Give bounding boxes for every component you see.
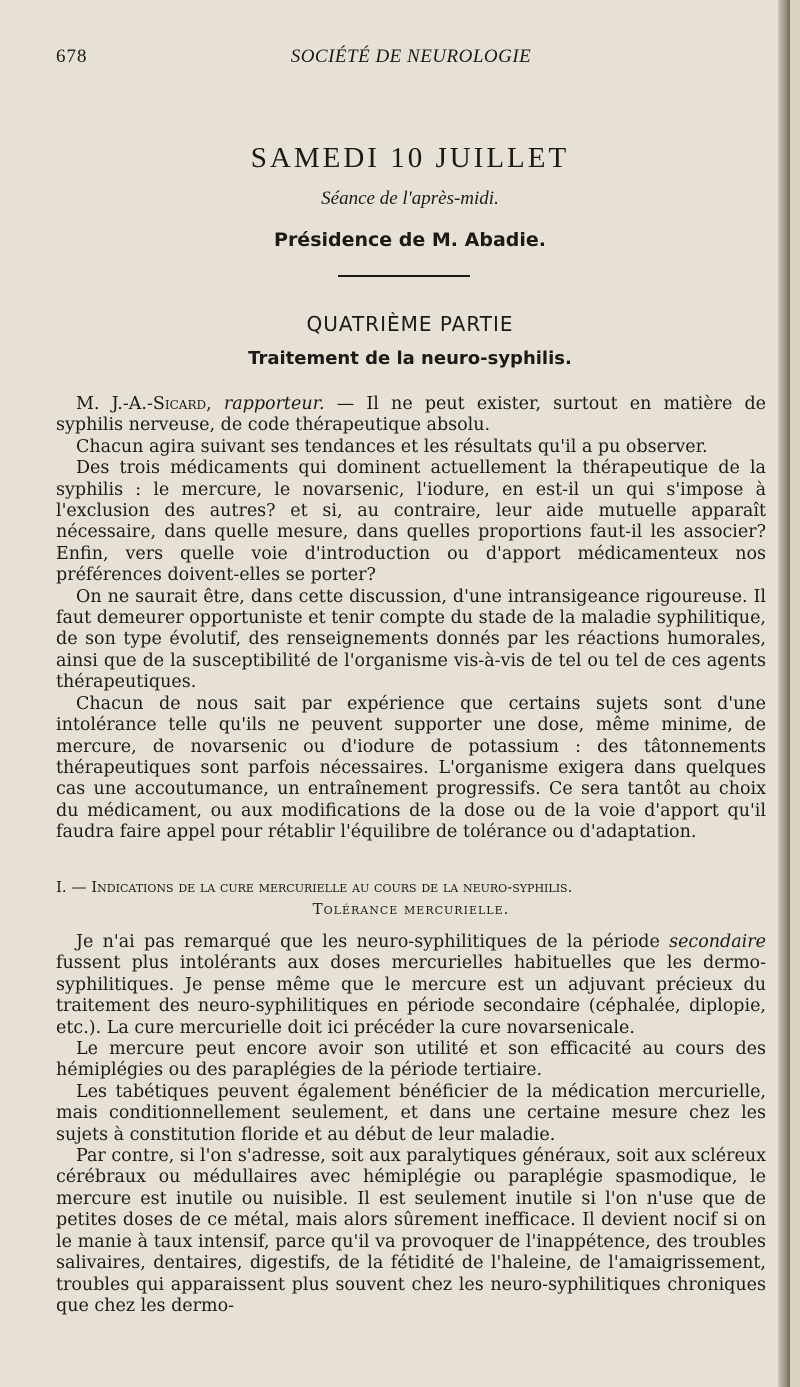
intro-paragraph-text: — Il ne peut exister, surtout en matière de syphilis nerveuse, de code thérapeutique absolu. [56, 394, 766, 436]
paragraph: Le mercure peut encore avoir son utilité et son efficacité au cours des hémiplégies ou des paraplégies de la période tertiaire. [56, 1039, 766, 1081]
page-header [56, 46, 756, 72]
paragraph: Des trois médicaments qui dominent actuellement la thérapeutique de la syphilis : le mercure, le novarsenic, l'iodure, en est-il un qui s'impose à l'exclusion des autres? et si, au contraire, leur aide mutuelle apparaît nécessaire, dans quelle mesure, dans quelles proportions faut-il les associer? Enfin, vers quelle voie d'introduction ou d'apport médicamenteux nos préférences doivent-elles se porter? [56, 458, 766, 586]
session-title: SAMEDI 10 JUILLET [250, 142, 570, 174]
paragraph: On ne saurait être, dans cette discussion, d'une intransigeance rigoureuse. Il faut demeurer opportuniste et tenir compte du stade de la maladie syphilitique, de son type évolutif, des renseignements donnés par les réactions humorales, ainsi que de la susceptibilité de l'organisme vis-à-vis de tel ou tel de ces agents thérapeutiques. [56, 586, 766, 693]
intro-text [56, 394, 766, 844]
part-title: QUATRIÈME PARTIE [306, 312, 514, 336]
separator-rule [338, 275, 470, 277]
intro-paragraph [56, 394, 766, 437]
paragraph [56, 932, 766, 1039]
speaker-name: M. J.-A.-Sicard, [76, 394, 212, 414]
paragraph: Chacun agira suivant ses tendances et les résultats qu'il a pu observer. [76, 436, 708, 457]
emphasis: secondaire [669, 932, 766, 952]
section-heading-subtitle: Tolérance mercurielle. [312, 900, 510, 918]
paragraph: Par contre, si l'on s'adresse, soit aux paralytiques généraux, soit aux scléreux cérébraux ou médullaires avec hémiplégie ou paraplégie spasmodique, le mercure est inutile ou nuisible. Il est seulement inutile si l'on n'use que de petites doses de ce métal, mais alors sûrement inefficace. Il devient nocif si on le manie à taux intensif, parce qu'il va provoquer de l'inappétence, des troubles salivaires, dentaires, digestifs, de la fétidité de l'haleine, de l'amaigrissement, troubles qui apparaissent plus souvent chez les neuro-syphilitiques chroniques que chez les dermo- [56, 1146, 766, 1316]
running-title: SOCIÉTÉ DE NEUROLOGIE [290, 46, 532, 67]
paragraph-text: Je n'ai pas remarqué que les neuro-syphilitiques de la période [76, 932, 670, 952]
section-heading-title: I. — Indications de la cure mercurielle au cours de la neuro-syphilis. [56, 878, 573, 896]
presidency-line: Présidence de M. Abadie. [274, 229, 546, 251]
paragraph-text: fussent plus intolérants aux doses mercurielles habituelles que les dermo-syphilitiques. Je pense même que le mercure est un adjuvant précieux du traitement des neuro-syphilitiques en période secondaire (céphalée, diplopie, etc.). La cure mercurielle doit ici précéder la cure novarsenicale. [56, 953, 766, 1038]
session-subtitle: Séance de l'après-midi. [321, 188, 499, 209]
paragraph: Chacun de nous sait par expérience que certains sujets sont d'une intolérance telle qu'ils ne peuvent supporter une dose, même minime, de mercure, de novarsenic ou d'iodure de potassium : des tâtonnements thérapeutiques sont parfois nécessaires. L'organisme exigera dans quelques cas une accoutumance, un entraînement progressifs. Ce sera tantôt au choix du médicament, ou aux modifications de la dose ou de la voie d'apport qu'il faudra faire appel pour rétablir l'équilibre de tolérance ou d'adaptation. [56, 693, 766, 843]
section-heading [56, 876, 766, 920]
page-number: 678 [56, 46, 88, 67]
page-edge [778, 0, 790, 1387]
part-subtitle: Traitement de la neuro-syphilis. [248, 348, 572, 369]
body-text [56, 932, 766, 1317]
speaker-role: rapporteur. [223, 394, 325, 414]
paragraph: Les tabétiques peuvent également bénéficier de la médication mercurielle, mais conditionnellement seulement, et dans une certaine mesure chez les sujets à constitution floride et au début de leur maladie. [56, 1081, 766, 1145]
